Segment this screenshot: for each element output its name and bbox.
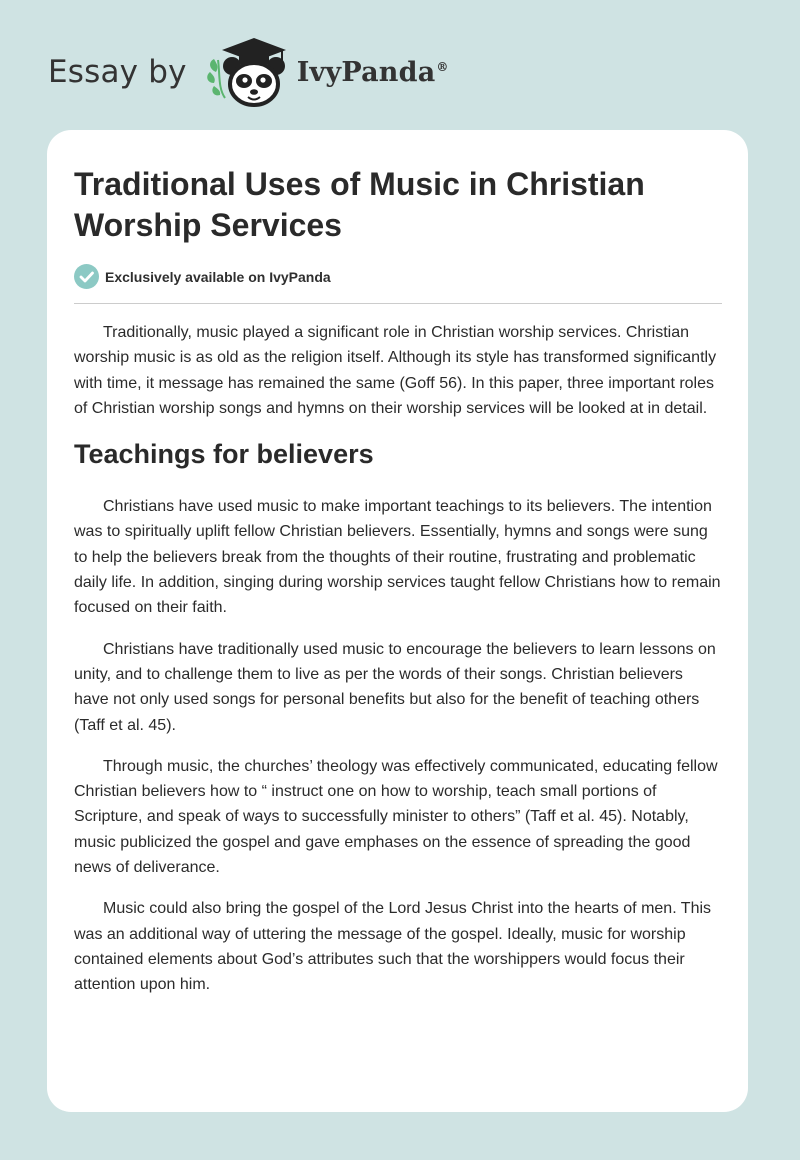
- intro-paragraph: Traditionally, music played a significant role in Christian worship services. Christian worship music is as old as the religion itself. Although its style has transformed significantly with time, it message has remained the same (Goff 56). In this paper, three important roles of Christian worship songs and hymns on their worship services will be looked at in detail.: [74, 324, 717, 417]
- section-heading: Teachings for believers: [74, 439, 374, 470]
- exclusive-label: Exclusively available on IvyPanda: [105, 268, 331, 285]
- page-title: Traditional Uses of Music in Christian Worship Services: [74, 166, 645, 243]
- ivypanda-wordmark[interactable]: IvyPanda®: [296, 56, 449, 88]
- registered-mark: ®: [436, 59, 449, 74]
- essay-card: [47, 130, 748, 1112]
- panda-graduate-icon[interactable]: [205, 36, 291, 108]
- site-header: [48, 36, 449, 108]
- body-paragraph: Through music, the churches’ theology was effectively communicated, educating fellow Christian believers how to “ instruct one on how to worship, teach small portions of Scripture, and speak of ways to successfully minister to others” (Taff et al. 45). Notably, music publicized the gospel and gave emphases on the essence of spreading the good news of deliverance.: [74, 757, 718, 877]
- essay-by-label: Essay by: [48, 54, 187, 90]
- body-paragraph: Christians have traditionally used music to encourage the believers to learn lessons on unity, and to challenge them to live as per the words of their songs. Christian believers have not only used songs for personal benefits but also for the benefit of teaching others (Taff et al. 45).: [74, 640, 716, 734]
- body-paragraph: Music could also bring the gospel of the Lord Jesus Christ into the hearts of men. This was an additional way of uttering the message of the gospel. Ideally, music for worship contained elements about God’s attributes such that the worshippers would focus their attention upon him.: [74, 900, 712, 994]
- check-circle-icon: [74, 264, 99, 289]
- exclusive-badge: [74, 264, 331, 289]
- divider: [74, 303, 722, 304]
- essay-body: [74, 320, 722, 1014]
- body-paragraph: Christians have used music to make important teachings to its believers. The intention was to spiritually uplift fellow Christian believers. Essentially, hymns and songs were sung to help the believers break from the thoughts of their routine, frustrating and problematic daily life. In addition, singing during worship services taught fellow Christians how to remain focused on their faith.: [74, 498, 721, 617]
